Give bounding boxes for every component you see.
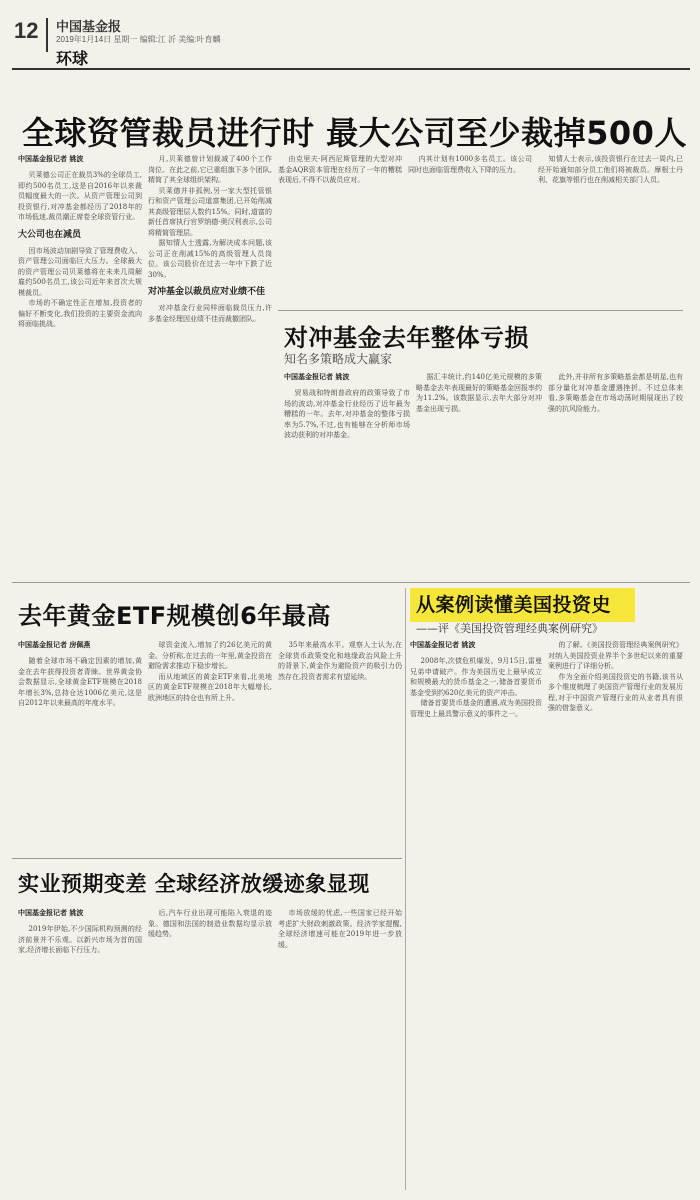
article2-top-rule (278, 310, 683, 311)
article4-top-rule (12, 858, 402, 859)
article3-column-2 (148, 640, 272, 850)
article2-column-1 (284, 372, 410, 572)
article3-paragraph: 随着全球市场不确定因素的增加,黄金在去年获得投资者青睐。世界黄金协会数据显示,全球黄金ETF规模在2018年增长3%,总持仓达1006亿美元,这是自2012年以来最高的年度水平。 (18, 657, 142, 707)
article3-column-1 (18, 640, 142, 850)
article1-paragraph: 知情人士表示,该投资银行在过去一周内,已经开始通知部分员工他们将被裁员。摩根士丹利、花旗等银行也在削减相关部门人员。 (538, 155, 683, 184)
article2-byline: 中国基金报记者 姚波 (284, 373, 350, 381)
article4-column-1 (18, 908, 142, 1190)
article1-paragraph: 月,贝莱德曾计划裁减了400个工作岗位。在此之前,它已重组旗下多个团队,精简了其全球组织架构。 (148, 155, 272, 184)
page-number: 12 (14, 18, 39, 43)
edition-line: 2019年1月14日 星期一 编辑:江 沂 美编:叶育麟 (56, 35, 221, 44)
article1-subtitle-2: 对冲基金以裁员应对业绩不佳 (148, 287, 266, 297)
article4-paragraph: 市场放缓的忧虑,一些国家已经开始考虑扩大财政刺激政策。经济学家提醒,全球经济增速可能在2019年进一步放缓。 (278, 909, 402, 949)
article3-byline: 中国基金报记者 房佩燕 (18, 641, 91, 649)
article4-column-2 (148, 908, 272, 1190)
section-name: 环球 (56, 51, 89, 68)
article1-byline: 中国基金报记者 姚波 (18, 155, 84, 163)
article1-paragraph: 市场的不确定性正在增加,投资者的偏好不断变化,我们投资的主要资金流向将面临挑战。 (18, 299, 142, 328)
article1-paragraph: 据知情人士透露,为解决成本问题,该公司正在削减15%的高级管理人员岗位。该公司股价在过去一年中下跌了近30%。 (148, 239, 272, 279)
article2-headline: 对冲基金去年整体亏损 (284, 324, 529, 352)
article2-subhead: 知名多策略成大赢家 (284, 352, 393, 366)
article5-paragraph: 2008年,次债危机爆发。9月15日,雷曼兄弟申请破产。作为美国历史上最早成立和规模最大的货币基金之一,储备首要货币基金受到约620亿美元的资产冲击。 (410, 657, 542, 697)
paper-name: 中国基金报 (56, 20, 122, 35)
article5-subhead: ——评《美国投资管理经典案例研究》 (416, 622, 603, 635)
article5-column-2 (548, 640, 683, 1190)
article1-subtitle-1: 大公司也在减员 (18, 229, 82, 240)
article2-paragraph: 此外,并非所有多策略基金都是明星,也有部分量化对冲基金遭遇挫折。不过总体来看,多策略基金在市场动荡时期展现出了较强的抗风险能力。 (548, 373, 683, 413)
article1-paragraph: 贝莱德公司正在裁员3%的全球员工,即约500名员工,这是自2016年以来裁员幅度最大的一次。从资产管理公司到投资银行,对冲基金都经历了2018年的市场低迷,裁员潮正席卷全球资管行业。 (18, 171, 142, 221)
article1-paragraph: 由克里夫·阿西尼斯管理的大型对冲基金AQR资本管理在经历了一年的糟糕表现后,不得不以裁员应对。 (278, 155, 402, 184)
article2-column-3 (548, 372, 683, 572)
article1-paragraph: 因市场波动加剧导致了管理费收入、资产管理公司面临巨大压力。全球最大的资产管理公司贝莱德将在未来几周解雇约500名员工,该公司近年来首次大规模裁员。 (18, 246, 142, 297)
article2-column-2 (416, 372, 542, 572)
article3-paragraph: 而从地域区的黄金ETF来看,北美地区的黄金ETF规模在2018年大幅增长,欧洲地区的持仓也有所上升。 (148, 672, 272, 702)
article4-column-3 (278, 908, 402, 1190)
article1-headline: 全球资管裁员进行时 最大公司至少裁掉500人 (22, 114, 687, 152)
article1-column-5 (538, 154, 683, 304)
article3-paragraph: 35年来最高水平。观察人士认为,在全球货币政策变化和地缘政治风险上升的背景下,黄金作为避险资产的吸引力仍然存在,投资者需求有望延续。 (278, 641, 402, 681)
masthead (0, 0, 700, 70)
article4-byline: 中国基金报记者 姚波 (18, 909, 84, 917)
article5-column-1 (410, 640, 542, 1190)
article5-headline: 从案例读懂美国投资史 (416, 594, 612, 616)
article1-column-1 (18, 154, 142, 572)
article3-headline: 去年黄金ETF规模创6年最高 (18, 602, 331, 630)
article1-paragraph: 内其计划有1000多名员工。该公司同时也面临管理费收入下降的压力。 (408, 155, 532, 174)
article3-paragraph: 球资金流入,增加了约26亿美元的黄金。分析称,在过去的一年里,黄金投资在避险需求推动下稳步增长。 (148, 641, 272, 670)
article3-column-3 (278, 640, 402, 850)
masthead-divider (46, 18, 48, 52)
article2-paragraph: 贸易战和特朗普政府的政策导致了市场的波动,对冲基金行业经历了近年最为糟糕的一年。去年,对冲基金的整体亏损率为5.7%,不过,也有能够在分析师市场波动获利的对冲基金。 (284, 389, 410, 439)
article5-paragraph: 作为全面介绍美国投资史的书籍,该书从多个维度梳理了美国资产管理行业的发展历程,对于中国资产管理行业的从业者具有很强的借鉴意义。 (548, 672, 683, 712)
article4-headline: 实业预期变差 全球经济放缓迹象显现 (18, 872, 370, 896)
article5-paragraph: 的了解。《美国投资管理经典案例研究》对纳入美国投资业界半个多世纪以来的重要案例进行了详细分析。 (548, 641, 683, 670)
article5-paragraph: 储备首要货币基金的遭遇,成为美国投资管理史上最具警示意义的事件之一。 (410, 699, 542, 718)
article3-top-rule (12, 582, 690, 583)
article1-column-4 (408, 154, 532, 304)
article4-paragraph: 后,汽车行业出现可能陷入衰退的迹象。德国和法国的制造业数据均显示放缓趋势。 (148, 909, 272, 938)
article1-column-3 (278, 154, 402, 304)
article1-column-2 (148, 154, 272, 572)
article1-paragraph: 对冲基金行业同样面临裁员压力,许多基金经理因业绩不佳而裁撤团队。 (148, 304, 272, 323)
article5-byline: 中国基金报记者 姚波 (410, 641, 476, 649)
article1-paragraph: 贝莱德并非孤例,另一家大型托管银行和资产管理公司道富集团,已开始削减其高级管理层人数约15%。同时,道富的新任首席执行官罗纳德·奥汉利表示,公司将精简管理层。 (148, 186, 272, 237)
article2-paragraph: 据汇丰统计,约140亿美元规模的多策略基金去年表现最好的策略基金回报率约为11.2%。该数据显示,去年大部分对冲基金出现亏损。 (416, 373, 542, 413)
article4-paragraph: 2019年伊始,不少国际机构预测的经济前景并不乐观。以新兴市场为首的国家,经济增长面临下行压力。 (18, 925, 142, 954)
masthead-rule (12, 68, 690, 70)
column-divider (405, 588, 406, 1190)
